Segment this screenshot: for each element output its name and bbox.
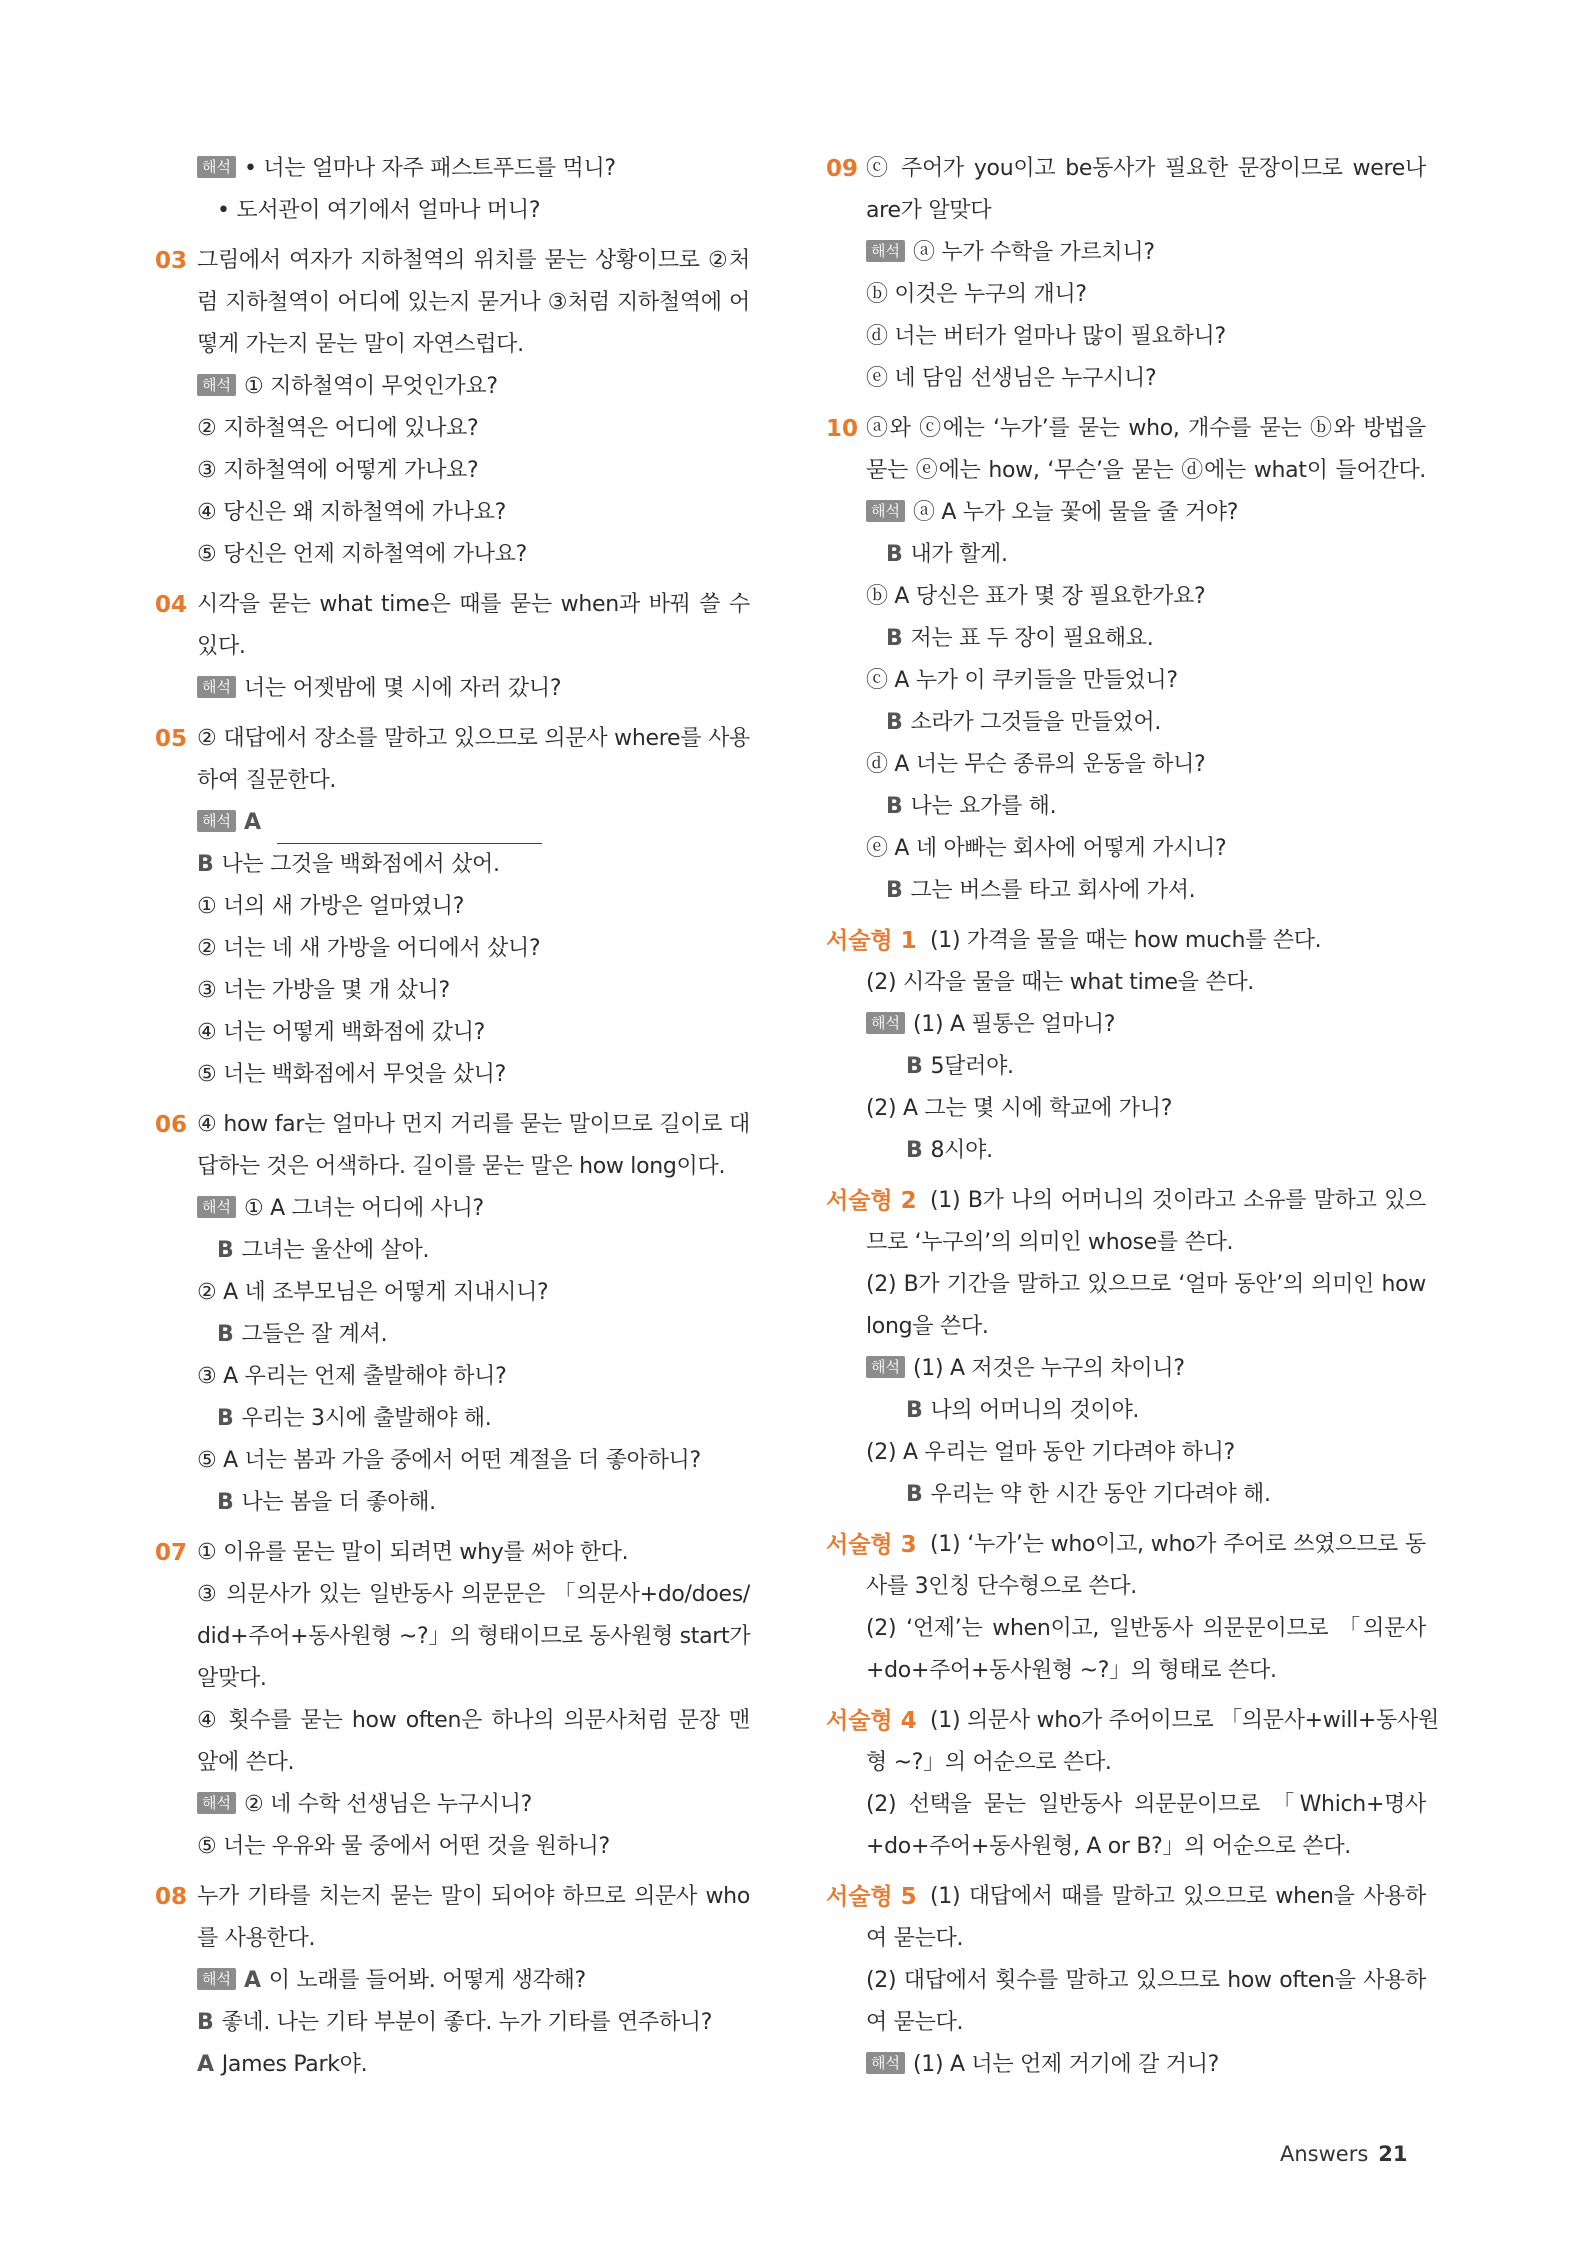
right-line (826, 1876, 1426, 1918)
translation-tag: 해석 (866, 1012, 905, 1034)
left-line (155, 1918, 750, 1960)
line-text: 나는 요가를 해. (910, 794, 1057, 819)
speaker-label: B (906, 1398, 923, 1423)
right-line (826, 1608, 1426, 1650)
line-text: 누가 기타를 치는지 묻는 말이 되어야 하므로 의문사 who (197, 1884, 750, 1909)
line-text: 여 묻는다. (866, 2010, 964, 2035)
right-line (826, 492, 1426, 534)
left-line (155, 1356, 750, 1398)
speaker-label: B (197, 852, 214, 877)
line-text: ② 대답에서 장소를 말하고 있으므로 의문사 where를 사용 (197, 726, 750, 751)
answer-blank (277, 815, 542, 844)
line-text: 너는 어젯밤에 몇 시에 자러 갔니? (243, 676, 562, 701)
page-footer (1280, 2142, 1408, 2166)
left-line (155, 886, 750, 928)
line-text: ② 너는 네 새 가방을 어디에서 샀니? (197, 936, 541, 961)
line-text: 8시야. (930, 1138, 993, 1163)
line-text: James Park야. (221, 2052, 368, 2077)
line-text: (1) ‘누가’는 who이고, who가 주어로 쓰였으므로 동 (930, 1532, 1426, 1557)
left-line (155, 148, 750, 190)
left-column (155, 148, 750, 2086)
line-text: ① 너의 새 가방은 얼마였니? (197, 894, 465, 919)
line-text: ① A 그녀는 어디에 사니? (243, 1196, 484, 1221)
line-text: (2) 선택을 묻는 일반동사 의문문이므로 「Which+명사 (866, 1792, 1426, 1817)
line-text: ⑤ 너는 우유와 물 중에서 어떤 것을 원하니? (197, 1834, 610, 1859)
line-text: ⓔ A 네 아빠는 회사에 어떻게 가시니? (866, 836, 1227, 861)
line-text: ⓐ A 누가 오늘 꽃에 물을 줄 거야? (912, 500, 1239, 525)
line-text: ⓓ A 너는 무슨 종류의 운동을 하니? (866, 752, 1206, 777)
line-text: 그림에서 여자가 지하철역의 위치를 묻는 상황이므로 ②처 (197, 248, 750, 273)
right-line (826, 828, 1426, 870)
line-text: 좋네. 나는 기타 부분이 좋다. 누가 기타를 연주하니? (221, 2010, 713, 2035)
right-column (826, 148, 1439, 2086)
right-line (826, 450, 1426, 492)
line-text: 저는 표 두 장이 필요해요. (910, 626, 1154, 651)
right-line (826, 786, 1426, 828)
right-line (826, 1784, 1426, 1826)
line-text: 를 사용한다. (197, 1926, 316, 1951)
left-line (155, 1616, 750, 1658)
speaker-label: B (886, 794, 903, 819)
speaker-label: B (886, 710, 903, 735)
line-text: • 도서관이 여기에서 얼마나 머니? (217, 198, 541, 223)
left-line (155, 668, 750, 710)
left-line (155, 1742, 750, 1784)
right-line (826, 274, 1426, 316)
line-text: ⓒ 주어가 you이고 be동사가 필요한 문장이므로 were나 (866, 156, 1426, 181)
left-line (155, 1188, 750, 1230)
speaker-label: A (243, 1968, 261, 1993)
line-text: (2) B가 기간을 말하고 있으므로 ‘얼마 동안’의 의미인 how (866, 1272, 1426, 1297)
left-line (155, 408, 750, 450)
speaker-label: A (243, 810, 261, 835)
translation-tag: 해석 (197, 156, 236, 178)
right-line (826, 316, 1426, 358)
right-line (826, 232, 1426, 274)
line-text: 럼 지하철역이 어디에 있는지 묻거나 ③처럼 지하철역에 어 (197, 290, 750, 315)
speaker-label: B (217, 1238, 234, 1263)
right-line (826, 1524, 1426, 1566)
line-text: ④ 당신은 왜 지하철역에 가나요? (197, 500, 506, 525)
line-text: 그들은 잘 계셔. (241, 1322, 388, 1347)
line-text: 알맞다. (197, 1666, 267, 1691)
left-line (155, 1398, 750, 1440)
line-text: (1) A 저것은 누구의 차이니? (912, 1356, 1185, 1381)
right-line (826, 920, 1426, 962)
line-text: ③ 지하철역에 어떻게 가나요? (197, 458, 479, 483)
page-number: 21 (1378, 2142, 1408, 2166)
right-line (826, 1088, 1426, 1130)
line-text: 묻는 ⓔ에는 how, ‘무슨’을 묻는 ⓓ에는 what이 들어간다. (866, 458, 1426, 483)
line-text: 여 묻는다. (866, 1926, 964, 1951)
left-line (155, 1532, 750, 1574)
left-line (155, 1482, 750, 1524)
translation-tag: 해석 (866, 240, 905, 262)
question-number: 08 (155, 1884, 188, 1910)
line-text: 하여 질문한다. (197, 768, 337, 793)
left-line (155, 970, 750, 1012)
right-line (826, 1650, 1426, 1692)
left-line (155, 584, 750, 626)
line-text: 나는 그것을 백화점에서 샀어. (221, 852, 500, 877)
line-text: (1) A 너는 언제 거기에 갈 거니? (912, 2052, 1220, 2077)
translation-tag: 해석 (197, 1792, 236, 1814)
line-text: (2) 시각을 물을 때는 what time을 쓴다. (866, 970, 1254, 995)
question-number: 서술형 4 (826, 1708, 917, 1734)
left-line (155, 1104, 750, 1146)
right-line (826, 1130, 1426, 1172)
right-line (826, 1046, 1426, 1088)
right-line (826, 1264, 1426, 1306)
translation-tag: 해석 (197, 374, 236, 396)
line-text: ⓓ 너는 버터가 얼마나 많이 필요하니? (866, 324, 1226, 349)
right-line (826, 1700, 1439, 1742)
speaker-label: B (197, 2010, 214, 2035)
right-line (826, 534, 1426, 576)
right-line (826, 1348, 1426, 1390)
speaker-label: B (886, 626, 903, 651)
line-text: 형 ~?」의 어순으로 쓴다. (866, 1750, 1112, 1775)
right-line (826, 962, 1426, 1004)
left-line (155, 2002, 750, 2044)
left-line (155, 1012, 750, 1054)
left-line (155, 366, 750, 408)
question-number: 서술형 2 (826, 1188, 917, 1214)
right-line (826, 1960, 1426, 2002)
line-text: 소라가 그것들을 만들었어. (910, 710, 1162, 735)
translation-tag: 해석 (866, 500, 905, 522)
left-line (155, 1146, 750, 1188)
question-number: 04 (155, 592, 188, 618)
line-text: ⑤ 당신은 언제 지하철역에 가나요? (197, 542, 527, 567)
line-text: ① 지하철역이 무엇인가요? (243, 374, 498, 399)
line-text: 나의 어머니의 것이야. (930, 1398, 1140, 1423)
line-text: (2) 대답에서 횟수를 말하고 있으므로 how often을 사용하 (866, 1968, 1426, 1993)
translation-tag: 해석 (197, 810, 236, 832)
left-line (155, 928, 750, 970)
line-text: ⓑ 이것은 누구의 개니? (866, 282, 1087, 307)
line-text: 떻게 가는지 묻는 말이 자연스럽다. (197, 332, 524, 357)
translation-tag: 해석 (866, 2052, 905, 2074)
line-text: +do+주어+동사원형, A or B?」의 어순으로 쓴다. (866, 1834, 1351, 1859)
right-line (826, 1826, 1426, 1868)
left-line (155, 240, 750, 282)
translation-tag: 해석 (866, 1356, 905, 1378)
left-line (155, 1658, 750, 1700)
line-text: ⓒ A 누가 이 쿠키들을 만들었니? (866, 668, 1178, 693)
line-text: 므로 ‘누구의’의 의미인 whose를 쓴다. (866, 1230, 1234, 1255)
right-line (826, 148, 1426, 190)
left-line (155, 1314, 750, 1356)
line-text: long을 쓴다. (866, 1314, 989, 1339)
right-line (826, 576, 1426, 618)
left-line (155, 2044, 750, 2086)
line-text: did+주어+동사원형 ~?」의 형태이므로 동사원형 start가 (197, 1624, 751, 1649)
line-text: are가 알맞다 (866, 198, 992, 223)
line-text: ④ 너는 어떻게 백화점에 갔니? (197, 1020, 486, 1045)
left-line (155, 1574, 750, 1616)
line-text: ④ how far는 얼마나 먼지 거리를 묻는 말이므로 길이로 대 (197, 1112, 750, 1137)
question-number: 09 (826, 156, 859, 182)
line-text: 그녀는 울산에 살아. (241, 1238, 430, 1263)
left-line (155, 1960, 750, 2002)
line-text: (1) B가 나의 어머니의 것이라고 소유를 말하고 있으 (930, 1188, 1426, 1213)
line-text: ⑤ 너는 백화점에서 무엇을 샀니? (197, 1062, 506, 1087)
line-text: ④ 횟수를 묻는 how often은 하나의 의문사처럼 문장 맨 (197, 1708, 750, 1733)
right-line (826, 2044, 1426, 2086)
right-line (826, 660, 1426, 702)
line-text: ③ A 우리는 언제 출발해야 하니? (197, 1364, 507, 1389)
left-line (155, 1876, 750, 1918)
right-line (826, 1742, 1426, 1784)
speaker-label: B (906, 1482, 923, 1507)
question-number: 05 (155, 726, 188, 752)
line-text: 있다. (197, 634, 246, 659)
line-text: 내가 할게. (910, 542, 1008, 567)
question-number: 서술형 3 (826, 1532, 917, 1558)
left-line (155, 282, 750, 324)
left-line (155, 190, 750, 232)
left-line (155, 324, 750, 366)
left-line (155, 1272, 750, 1314)
line-text: 이 노래를 들어봐. 어떻게 생각해? (268, 1968, 586, 1993)
line-text: ② A 네 조부모님은 어떻게 지내시니? (197, 1280, 549, 1305)
translation-tag: 해석 (197, 1968, 236, 1990)
speaker-label: A (197, 2052, 214, 2077)
line-text: 앞에 쓴다. (197, 1750, 295, 1775)
right-line (826, 1390, 1426, 1432)
line-text: (2) ‘언제’는 when이고, 일반동사 의문문이므로 「의문사 (866, 1616, 1426, 1641)
left-line (155, 626, 750, 668)
speaker-label: B (906, 1138, 923, 1163)
question-number: 03 (155, 248, 188, 274)
right-line (826, 744, 1426, 786)
right-line (826, 702, 1426, 744)
left-line (155, 1230, 750, 1272)
right-line (826, 1222, 1426, 1264)
speaker-label: B (886, 878, 903, 903)
left-line (155, 492, 750, 534)
speaker-label: B (217, 1490, 234, 1515)
line-text: • 너는 얼마나 자주 패스트푸드를 먹니? (243, 156, 616, 181)
right-line (826, 618, 1426, 660)
line-text: ② 지하철역은 어디에 있나요? (197, 416, 479, 441)
speaker-label: B (886, 542, 903, 567)
line-text: 답하는 것은 어색하다. 길이를 묻는 말은 how long이다. (197, 1154, 726, 1179)
line-text: (1) 가격을 물을 때는 how much를 쓴다. (930, 928, 1322, 953)
line-text: ① 이유를 묻는 말이 되려면 why를 써야 한다. (197, 1540, 629, 1565)
line-text: (2) A 그는 몇 시에 학교에 가니? (866, 1096, 1173, 1121)
line-text: ⓔ 네 담임 선생님은 누구시니? (866, 366, 1157, 391)
right-line (826, 1180, 1426, 1222)
line-text: 나는 봄을 더 좋아해. (241, 1490, 436, 1515)
line-text: (1) A 필통은 얼마니? (912, 1012, 1116, 1037)
left-line (155, 760, 750, 802)
right-line (826, 408, 1426, 450)
line-text: ⑤ A 너는 봄과 가을 중에서 어떤 계절을 더 좋아하니? (197, 1448, 701, 1473)
line-text: +do+주어+동사원형 ~?」의 형태로 쓴다. (866, 1658, 1277, 1683)
right-line (826, 1566, 1426, 1608)
right-line (826, 1306, 1426, 1348)
question-number: 서술형 1 (826, 928, 917, 954)
question-number: 10 (826, 416, 859, 442)
line-text: ⓐ 누가 수학을 가르치니? (912, 240, 1155, 265)
translation-tag: 해석 (197, 1196, 236, 1218)
footer-label: Answers (1280, 2142, 1369, 2166)
line-text: 사를 3인칭 단수형으로 쓴다. (866, 1574, 1137, 1599)
line-text: ⓐ와 ⓒ에는 ‘누가’를 묻는 who, 개수를 묻는 ⓑ와 방법을 (866, 416, 1426, 441)
line-text: ② 네 수학 선생님은 누구시니? (243, 1792, 533, 1817)
right-line (826, 2002, 1426, 2044)
line-text: (2) A 우리는 얼마 동안 기다려야 하니? (866, 1440, 1235, 1465)
line-text: 그는 버스를 타고 회사에 가셔. (910, 878, 1196, 903)
speaker-label: B (217, 1322, 234, 1347)
line-text: (1) 의문사 who가 주어이므로 「의문사+will+동사원 (930, 1708, 1439, 1733)
left-line (155, 1784, 750, 1826)
question-number: 서술형 5 (826, 1884, 917, 1910)
line-text: ③ 의문사가 있는 일반동사 의문문은 「의문사+do/does/ (197, 1582, 750, 1607)
line-text: 시각을 묻는 what time은 때를 묻는 when과 바꿔 쓸 수 (197, 592, 750, 617)
right-line (826, 1474, 1426, 1516)
right-line (826, 190, 1426, 232)
left-line (155, 1826, 750, 1868)
left-line (155, 450, 750, 492)
question-number: 06 (155, 1112, 188, 1138)
left-line (155, 1440, 750, 1482)
left-line (155, 1700, 750, 1742)
line-text: ⓑ A 당신은 표가 몇 장 필요한가요? (866, 584, 1206, 609)
speaker-label: B (217, 1406, 234, 1431)
left-line (155, 1054, 750, 1096)
line-text: 5달러야. (930, 1054, 1014, 1079)
left-line (155, 802, 750, 844)
line-text: (1) 대답에서 때를 말하고 있으므로 when을 사용하 (930, 1884, 1426, 1909)
line-text: ③ 너는 가방을 몇 개 샀니? (197, 978, 450, 1003)
question-number: 07 (155, 1540, 188, 1566)
left-line (155, 534, 750, 576)
right-line (826, 358, 1426, 400)
right-line (826, 1004, 1426, 1046)
translation-tag: 해석 (197, 676, 236, 698)
left-line (155, 844, 750, 886)
right-line (826, 1432, 1426, 1474)
speaker-label: B (906, 1054, 923, 1079)
right-line (826, 1918, 1426, 1960)
line-text: 우리는 3시에 출발해야 해. (241, 1406, 492, 1431)
right-line (826, 870, 1426, 912)
line-text: 우리는 약 한 시간 동안 기다려야 해. (930, 1482, 1271, 1507)
left-line (155, 718, 750, 760)
